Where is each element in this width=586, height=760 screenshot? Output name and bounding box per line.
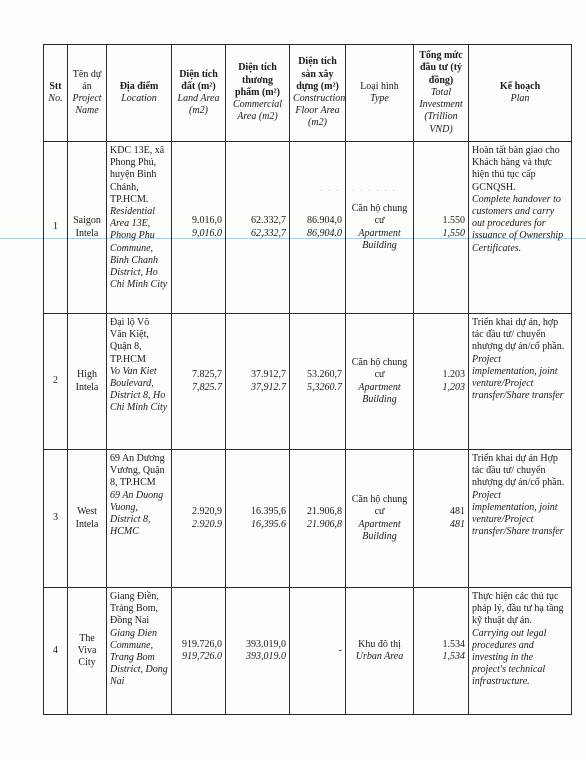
cell-floor-area: 53.260,7 5,3260.7 — [290, 314, 346, 450]
cell-commercial-area: 16.395,6 16,395.6 — [226, 450, 290, 588]
header-commercial-area: Diện tích thương phẩm (m²) Commercial Area (m2) — [226, 45, 290, 142]
cell-investment: 481 481 — [414, 450, 469, 588]
cell-investment: 1.550 1,550 — [414, 142, 469, 314]
cell-type: Khu đô thị Urban Area — [346, 588, 414, 715]
cell-investment: 1.534 1,534 — [414, 588, 469, 715]
header-investment: Tổng mức đầu tư (tỷ đồng) Total Investment (Trillion VND) — [414, 45, 469, 142]
cell-plan: Triển khai dự án Hợp tác đầu tư/ chuyển nhượng dự án/cổ phần. Project implementation, joint venture/Project transfer/Share transfer — [469, 450, 572, 588]
cell-floor-area: 86.904,0 86,904.0 — [290, 142, 346, 314]
cell-type: Căn hộ chung cư Apartment Building — [346, 314, 414, 450]
cell-investment: 1.203 1,203 — [414, 314, 469, 450]
cell-land-area: 9.016,0 9,016.0 — [172, 142, 226, 314]
cell-plan: Triển khai dự án, hợp tác đầu tư/ chuyển nhượng dự án/cổ phần. Project implementation, joint venture/Project transfer/Share transfer — [469, 314, 572, 450]
header-floor-area: Diện tích sàn xây dựng (m²) Construction Floor Area (m2) — [290, 45, 346, 142]
cell-stt: 2 — [44, 314, 68, 450]
cell-stt: 1 — [44, 142, 68, 314]
header-stt: Stt No. — [44, 45, 68, 142]
table-row — [44, 450, 572, 588]
header-land-area: Diện tích đất (m²) Land Area (m2) — [172, 45, 226, 142]
cell-project-name: High Intela — [68, 314, 107, 450]
scan-artifact-dots: · · · · · · · · · · — [320, 187, 398, 195]
table-row — [44, 314, 572, 450]
header-plan: Kế hoạch Plan — [469, 45, 572, 142]
header-location: Địa điểm Location — [107, 45, 172, 142]
cell-plan: Thực hiện các thủ tục pháp lý, đầu tư hạ tầng kỹ thuật dự án. Carrying out legal procedures and investing in the project's technical infrastructure. — [469, 588, 572, 715]
cell-land-area: 919.726,0 919,726.0 — [172, 588, 226, 715]
cell-floor-area: - — [290, 588, 346, 715]
cell-floor-area: 21.906,8 21.906,8 — [290, 450, 346, 588]
project-table — [43, 44, 572, 715]
cell-land-area: 7.825,7 7,825.7 — [172, 314, 226, 450]
cell-type: Căn hộ chung cư Apartment Building — [346, 450, 414, 588]
table-row — [44, 142, 572, 314]
cell-type: Căn hộ chung cư Apartment Building — [346, 142, 414, 314]
cell-location: KDC 13E, xã Phong Phú, huyện Bình Chánh, TP.HCM. Residential Area 13E, Phong Phu Commune, Binh Chanh District, Ho Chi Minh City — [107, 142, 172, 314]
cell-land-area: 2.920,9 2.920.9 — [172, 450, 226, 588]
cell-commercial-area: 393.019,0 393,019.0 — [226, 588, 290, 715]
cell-stt: 3 — [44, 450, 68, 588]
cell-project-name: The Viva City — [68, 588, 107, 715]
header-type: Loại hình Type — [346, 45, 414, 142]
cell-location: Đại lộ Võ Văn Kiệt, Quận 8, TP.HCM Vo Van Kiet Boulevard, District 8, Ho Chi Minh City — [107, 314, 172, 450]
header-row — [44, 45, 572, 142]
cell-location: 69 An Dương Vương, Quận 8, TP.HCM 69 An Duong Vuong, District 8, HCMC — [107, 450, 172, 588]
cell-plan: Hoàn tất bàn giao cho Khách hàng và thực hiện thủ tục cấp GCNQSH. Complete handover to customers and carry out procedures for issuance of Ownership Certificates. — [469, 142, 572, 314]
cell-commercial-area: 62.332,7 62,332,7 — [226, 142, 290, 314]
cell-project-name: West Intela — [68, 450, 107, 588]
cell-stt: 4 — [44, 588, 68, 715]
cell-location: Giang Điền, Trảng Bom, Đồng Nai Giang Dien Commune, Trang Bom District, Dong Nai — [107, 588, 172, 715]
cell-commercial-area: 37.912,7 37,912.7 — [226, 314, 290, 450]
table-row — [44, 588, 572, 715]
header-project-name: Tên dự án Project Name — [68, 45, 107, 142]
cell-project-name: Saigon Intela — [68, 142, 107, 314]
